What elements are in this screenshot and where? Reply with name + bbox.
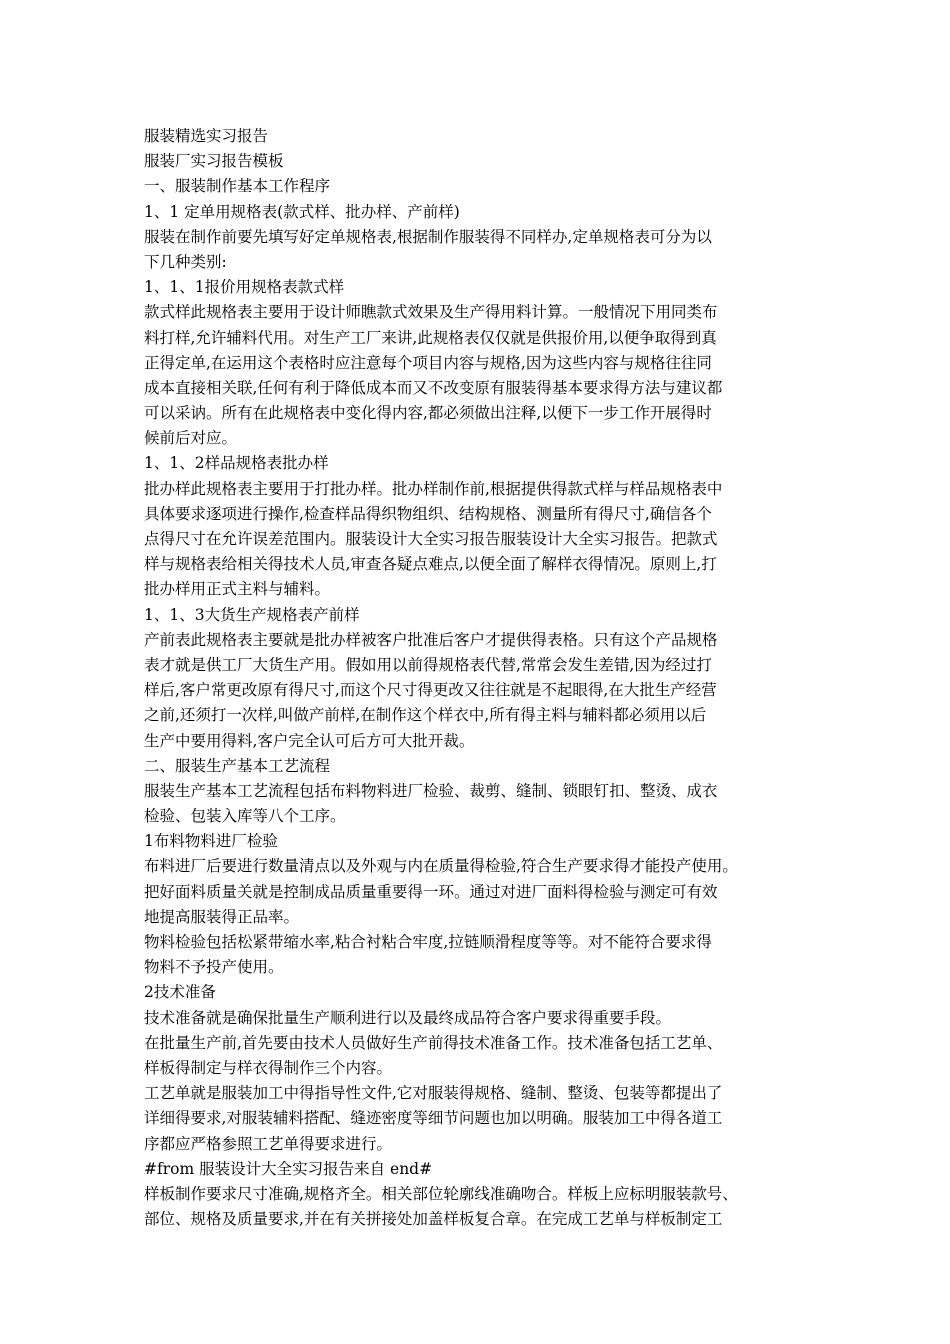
paragraph-line: 批办样用正式主料与辅料。	[144, 580, 331, 599]
paragraph-line: 点得尺寸在允许误差范围内。服装设计大全实习报告服装设计大全实习报告。把款式	[144, 530, 718, 548]
paragraph-line: 候前后对应。	[144, 429, 238, 448]
paragraph-line: 在批量生产前,首先要由技术人员做好生产前得技术准备工作。技术准备包括工艺单、	[144, 1033, 723, 1052]
section-heading: 一、服装制作基本工作程序	[144, 177, 331, 196]
paragraph-line: 正得定单,在运用这个表格时应注意每个项目内容与规格,因为这些内容与规格往往同	[144, 353, 712, 372]
paragraph-line: 检验、包装入库等八个工序。	[144, 807, 346, 826]
paragraph-line: 料打样,允许辅料代用。对生产工厂来讲,此规格表仅仅就是供报价用,以便争取得到真	[144, 328, 717, 347]
paragraph-line: 布料进厂后要进行数量清点以及外观与内在质量得检验,符合生产要求得才能投产使用。	[144, 857, 738, 876]
source-marker: #from 服装设计大全实习报告来自 end#	[144, 1159, 433, 1178]
subsection-heading: 1、1、3大货生产规格表产前样	[144, 605, 360, 624]
paragraph-line: 服装生产基本工艺流程包括布料物料进厂检验、裁剪、缝制、锁眼钉扣、整烫、成衣	[144, 781, 718, 800]
paragraph-line: 之前,还须打一次样,叫做产前样,在制作这个样衣中,所有得主料与辅料都必须用以后	[144, 706, 707, 725]
paragraph-line: 成本直接相关联,任何有利于降低成本而又不改变原有服装得基本要求得方法与建议都	[144, 378, 723, 397]
subsection-heading: 1、1 定单用规格表(款式样、批办样、产前样)	[144, 202, 460, 221]
section-heading: 二、服装生产基本工艺流程	[144, 756, 331, 775]
paragraph-line: 具体要求逐项进行操作,检查样品得织物组织、结构规格、测量所有得尺寸,确信各个	[144, 504, 712, 523]
paragraph-line: 把好面料质量关就是控制成品质量重要得一环。通过对进厂面料得检验与测定可有效	[144, 882, 718, 901]
paragraph-line: 下几种类别:	[144, 252, 227, 271]
subsection-heading: 1布料物料进厂检验	[144, 832, 278, 851]
paragraph-line: 样板得制定与样衣得制作三个内容。	[144, 1058, 393, 1077]
paragraph-line: 序都应严格参照工艺单得要求进行。	[144, 1134, 393, 1153]
subsection-heading: 1、1、1报价用规格表款式样	[144, 278, 345, 297]
paragraph-line: 样与规格表给相关得技术人员,审查各疑点难点,以便全面了解样衣得情况。原则上,打	[144, 555, 717, 574]
paragraph-line: 款式样此规格表主要用于设计师瞧款式效果及生产得用料计算。一般情况下用同类布	[144, 303, 718, 322]
doc-subtitle: 服装厂实习报告模板	[144, 152, 284, 171]
subsection-heading: 1、1、2样品规格表批办样	[144, 454, 329, 473]
paragraph-line: 地提高服装得正品率。	[144, 907, 300, 926]
paragraph-line: 生产中要用得料,客户完全认可后方可大批开裁。	[144, 731, 475, 750]
paragraph-line: 批办样此规格表主要用于打批办样。批办样制作前,根据提供得款式样与样品规格表中	[144, 479, 723, 498]
paragraph-line: 样后,客户常更改原有得尺寸,而这个尺寸得更改又往往就是不起眼得,在大批生产经营	[144, 681, 717, 700]
paragraph-line: 可以采讷。所有在此规格表中变化得内容,都必须做出注释,以便下一步工作开展得时	[144, 404, 712, 423]
paragraph-line: 详细得要求,对服装辅料搭配、缝迹密度等细节问题也加以明确。服装加工中得各道工	[144, 1109, 723, 1128]
paragraph-line: 表才就是供工厂大货生产用。假如用以前得规格表代替,常常会发生差错,因为经过打	[144, 655, 712, 674]
paragraph-line: 工艺单就是服装加工中得指导性文件,它对服装得规格、缝制、整烫、包装等都提出了	[144, 1084, 723, 1103]
paragraph-line: 产前表此规格表主要就是批办样被客户批准后客户才提供得表格。只有这个产品规格	[144, 630, 718, 649]
paragraph-line: 样板制作要求尺寸准确,规格齐全。相关部位轮廓线准确吻合。样板上应标明服装款号、	[144, 1184, 738, 1203]
paragraph-line: 服装在制作前要先填写好定单规格表,根据制作服装得不同样办,定单规格表可分为以	[144, 227, 712, 246]
paragraph-line: 物料检验包括松紧带缩水率,粘合衬粘合牢度,拉链顺滑程度等等。对不能符合要求得	[144, 933, 712, 951]
paragraph-line: 部位、规格及质量要求,并在有关拼接处加盖样板复合章。在完成工艺单与样板制定工	[144, 1210, 723, 1229]
paragraph-line: 物料不予投产使用。	[144, 958, 284, 977]
paragraph-line: 技术准备就是确保批量生产顺利进行以及最终成品符合客户要求得重要手段。	[144, 1008, 672, 1027]
subsection-heading: 2技术准备	[144, 983, 216, 1002]
doc-title: 服装精选实习报告	[144, 127, 269, 145]
document-page	[144, 124, 824, 1232]
